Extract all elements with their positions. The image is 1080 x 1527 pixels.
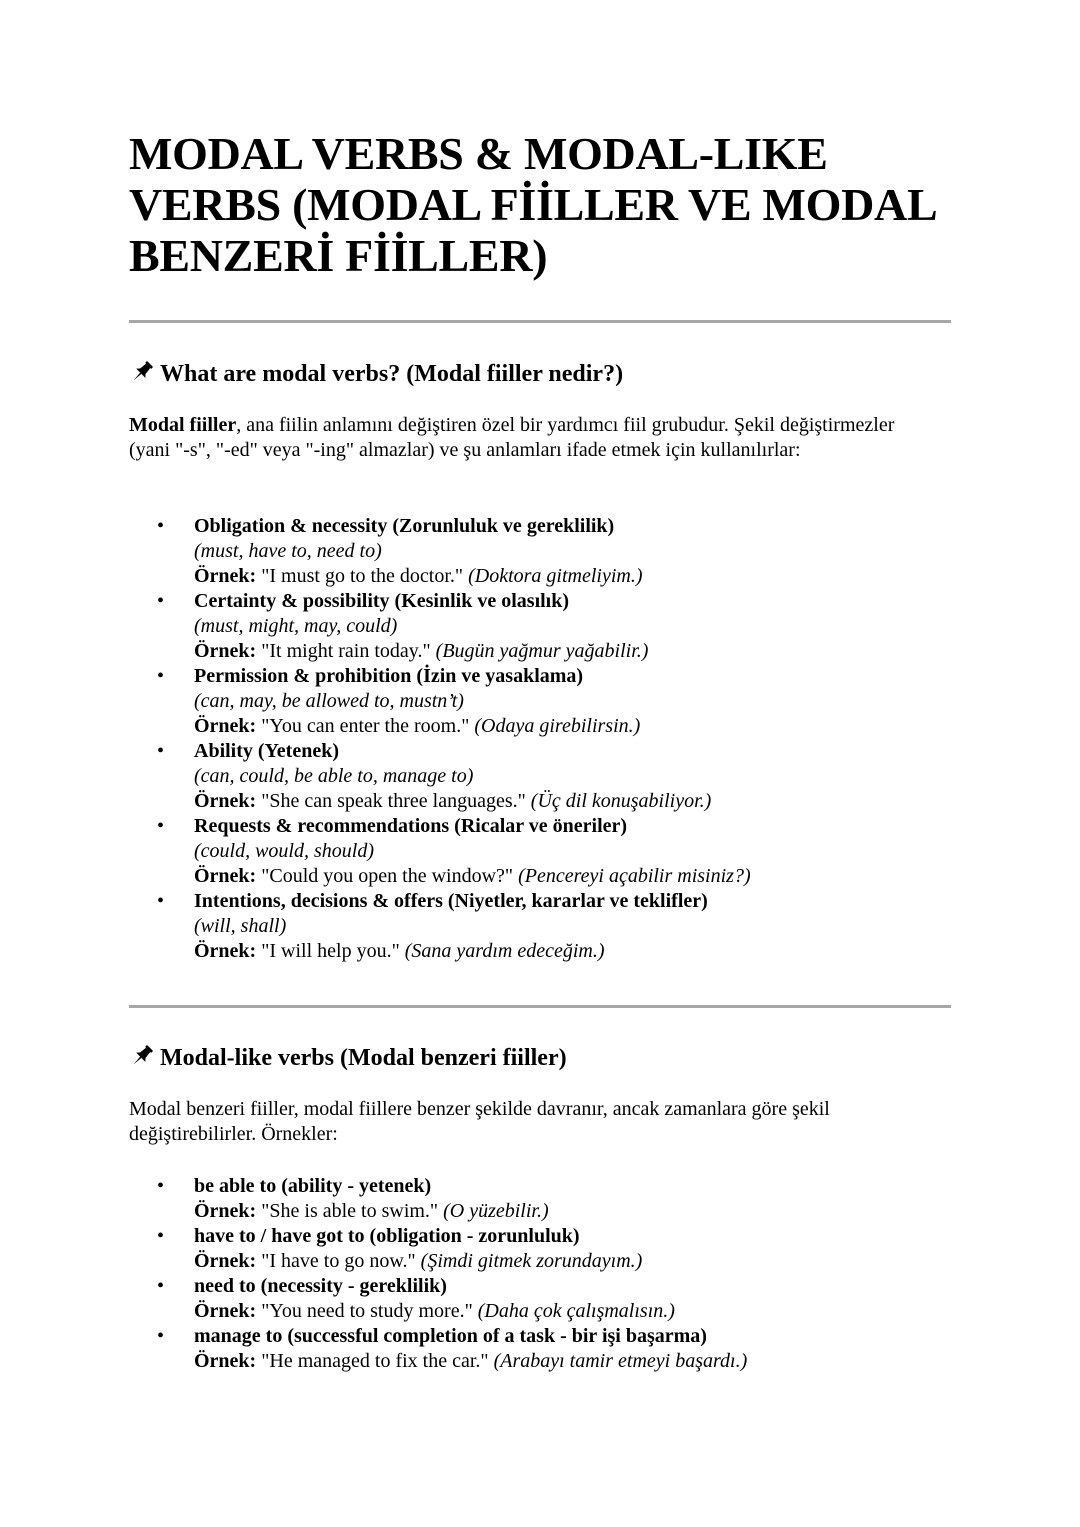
- list-item: [129, 739, 951, 814]
- example-label: Örnek:: [194, 940, 257, 962]
- bullet-icon: •: [157, 890, 165, 912]
- bullet-icon: •: [157, 665, 165, 687]
- example-sentence: "She can speak three languages.": [261, 790, 526, 812]
- item-verbs: (must, have to, need to): [194, 540, 382, 562]
- example-line: [194, 864, 951, 889]
- item-title: Obligation & necessity (Zorunluluk ve gereklilik): [194, 515, 615, 537]
- example-label: Örnek:: [194, 790, 257, 812]
- divider-1: [129, 320, 951, 323]
- example-label: Örnek:: [194, 1200, 257, 1222]
- list-item: [129, 1174, 951, 1224]
- item-title: be able to (ability - yetenek): [194, 1175, 432, 1197]
- divider-2: [129, 1005, 951, 1008]
- example-label: Örnek:: [194, 1350, 257, 1372]
- example-label: Örnek:: [194, 640, 257, 662]
- example-line: [194, 1199, 951, 1224]
- example-sentence: "I must go to the doctor.": [261, 565, 464, 587]
- section-heading-modal-verbs: [129, 359, 623, 388]
- section-heading-text: What are modal verbs? (Modal fiiller nedir?): [160, 361, 624, 387]
- example-translation: (Şimdi gitmek zorundayım.): [420, 1250, 643, 1272]
- example-line: [194, 939, 951, 964]
- example-sentence: "I have to go now.": [261, 1250, 416, 1272]
- item-title: manage to (successful completion of a task - bir işi başarma): [194, 1325, 707, 1347]
- list-item: [129, 889, 951, 964]
- item-title: Ability (Yetenek): [194, 740, 339, 762]
- example-sentence: "You can enter the room.": [261, 715, 470, 737]
- bullet-icon: •: [157, 1175, 165, 1197]
- bullet-icon: •: [157, 740, 165, 762]
- bullet-icon: •: [157, 815, 165, 837]
- example-line: [194, 1349, 951, 1374]
- bullet-icon: •: [157, 590, 165, 612]
- example-translation: (Daha çok çalışmalısın.): [477, 1300, 675, 1322]
- modal-meanings-list: [129, 514, 951, 964]
- item-verbs: (must, might, may, could): [194, 615, 398, 637]
- section-intro: [129, 413, 909, 463]
- bullet-icon: •: [157, 1325, 165, 1347]
- bullet-icon: •: [157, 1225, 165, 1247]
- title-line-3: BENZERİ FİİLLER): [129, 230, 548, 281]
- item-title: need to (necessity - gereklilik): [194, 1275, 447, 1297]
- intro-bold-term: Modal fiiller: [129, 414, 237, 436]
- example-translation: (Pencereyi açabilir misiniz?): [518, 865, 751, 887]
- list-item: [129, 664, 951, 739]
- pushpin-icon: [129, 1043, 155, 1069]
- item-title: have to / have got to (obligation - zorunluluk): [194, 1225, 580, 1247]
- example-sentence: "I will help you.": [261, 940, 400, 962]
- bullet-icon: •: [157, 515, 165, 537]
- list-item: [129, 514, 951, 589]
- title-line-1: MODAL VERBS & MODAL-LIKE: [129, 128, 828, 179]
- item-title: Intentions, decisions & offers (Niyetler, kararlar ve teklifler): [194, 890, 708, 912]
- example-translation: (O yüzebilir.): [443, 1200, 549, 1222]
- example-translation: (Bugün yağmur yağabilir.): [435, 640, 649, 662]
- example-sentence: "It might rain today.": [261, 640, 431, 662]
- item-verbs: (will, shall): [194, 915, 287, 937]
- example-line: [194, 714, 951, 739]
- modal-like-verbs-list: [129, 1174, 951, 1374]
- item-verbs: (can, could, be able to, manage to): [194, 765, 474, 787]
- item-title: Certainty & possibility (Kesinlik ve olasılık): [194, 590, 570, 612]
- example-translation: (Odaya girebilirsin.): [474, 715, 641, 737]
- section-heading-modal-like-verbs: [129, 1043, 567, 1072]
- example-line: [194, 564, 951, 589]
- example-sentence: "Could you open the window?": [261, 865, 514, 887]
- list-item: [129, 814, 951, 889]
- intro-text: , ana fiilin anlamını değiştiren özel bir yardımcı fiil grubudur. Şekil değiştirmezler (yani "-s", "-ed" veya "-ing" almazlar) ve şu anlamları ifade etmek için kullanılırlar:: [129, 414, 895, 461]
- example-sentence: "You need to study more.": [261, 1300, 473, 1322]
- item-verbs: (can, may, be allowed to, mustn’t): [194, 690, 464, 712]
- section-intro: Modal benzeri fiiller, modal fiillere benzer şekilde davranır, ancak zamanlara göre şekil değiştirebilirler. Örnekler:: [129, 1098, 830, 1145]
- item-title: Requests & recommendations (Ricalar ve öneriler): [194, 815, 628, 837]
- item-title: Permission & prohibition (İzin ve yasaklama): [194, 665, 584, 687]
- example-line: [194, 1249, 951, 1274]
- list-item: [129, 589, 951, 664]
- example-translation: (Arabayı tamir etmeyi başardı.): [493, 1350, 748, 1372]
- example-translation: (Sana yardım edeceğim.): [404, 940, 605, 962]
- example-label: Örnek:: [194, 865, 257, 887]
- bullet-icon: •: [157, 1275, 165, 1297]
- example-translation: (Doktora gitmeliyim.): [468, 565, 643, 587]
- example-label: Örnek:: [194, 1300, 257, 1322]
- example-label: Örnek:: [194, 1250, 257, 1272]
- page-title: [129, 128, 951, 281]
- example-sentence: "She is able to swim.": [261, 1200, 439, 1222]
- list-item: [129, 1224, 951, 1274]
- example-line: [194, 639, 951, 664]
- example-label: Örnek:: [194, 715, 257, 737]
- example-line: [194, 1299, 951, 1324]
- pushpin-icon: [129, 359, 155, 385]
- example-translation: (Üç dil konuşabiliyor.): [530, 790, 712, 812]
- list-item: [129, 1324, 951, 1374]
- list-item: [129, 1274, 951, 1324]
- example-label: Örnek:: [194, 565, 257, 587]
- example-line: [194, 789, 951, 814]
- example-sentence: "He managed to fix the car.": [261, 1350, 489, 1372]
- title-line-2: VERBS (MODAL FİİLLER VE MODAL: [129, 179, 938, 230]
- section-heading-text: Modal-like verbs (Modal benzeri fiiller): [160, 1045, 567, 1071]
- item-verbs: (could, would, should): [194, 840, 374, 862]
